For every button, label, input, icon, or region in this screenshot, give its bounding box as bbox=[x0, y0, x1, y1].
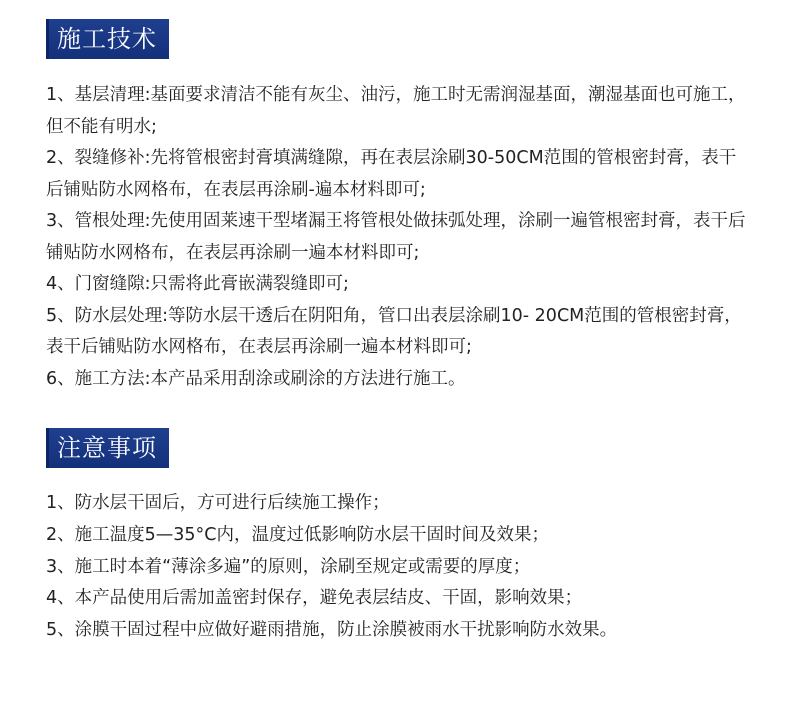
construction-section bbox=[46, 19, 746, 395]
notes-section bbox=[46, 428, 746, 647]
construction-item-5: 5、防水层处理:等防水层干透后在阴阳角，管口出表层涂刷10- 20CM范围的管根密封膏，表干后铺贴防水网格布，在表层再涂刷一遍本材料即可; bbox=[46, 305, 742, 357]
construction-item-2: 2、裂缝修补:先将管根密封膏填满缝隙，再在表层涂刷30-50CM范围的管根密封膏，表干后铺贴防水网格布，在表层再涂刷-遍本材料即可; bbox=[46, 148, 737, 200]
notes-item-3: 3、施工时本着“薄涂多遍”的原则，涂刷至规定或需要的厚度； bbox=[46, 556, 531, 577]
notes-list bbox=[46, 488, 746, 647]
construction-list bbox=[46, 80, 746, 395]
construction-heading: 施工技术 bbox=[46, 19, 169, 59]
construction-item-3: 3、管根处理:先使用固莱速干型堵漏王将管根处做抹弧处理，涂刷一遍管根密封膏，表干后铺贴防水网格布，在表层再涂刷一遍本材料即可; bbox=[46, 211, 746, 263]
construction-item-4: 4、门窗缝隙:只需将此膏嵌满裂缝即可; bbox=[46, 274, 349, 294]
notes-item-4: 4、本产品使用后需加盖密封保存，避免表层结皮、干固，影响效果； bbox=[46, 588, 583, 609]
notes-item-5: 5、涂膜干固过程中应做好避雨措施，防止涂膜被雨水干扰影响防水效果。 bbox=[46, 620, 618, 641]
notes-item-1: 1、防水层干固后，方可进行后续施工操作； bbox=[46, 493, 390, 513]
construction-item-6: 6、施工方法:本产品采用刮涂或刷涂的方法进行施工。 bbox=[46, 368, 466, 389]
notes-item-2: 2、施工温度5—35°C内，温度过低影响防水层干固时间及效果； bbox=[46, 524, 550, 545]
construction-item-1: 1、基层清理:基面要求清洁不能有灰尘、油污，施工时无需润湿基面，潮湿基面也可施工，但不能有明水; bbox=[46, 85, 746, 137]
notes-heading: 注意事项 bbox=[46, 428, 169, 468]
